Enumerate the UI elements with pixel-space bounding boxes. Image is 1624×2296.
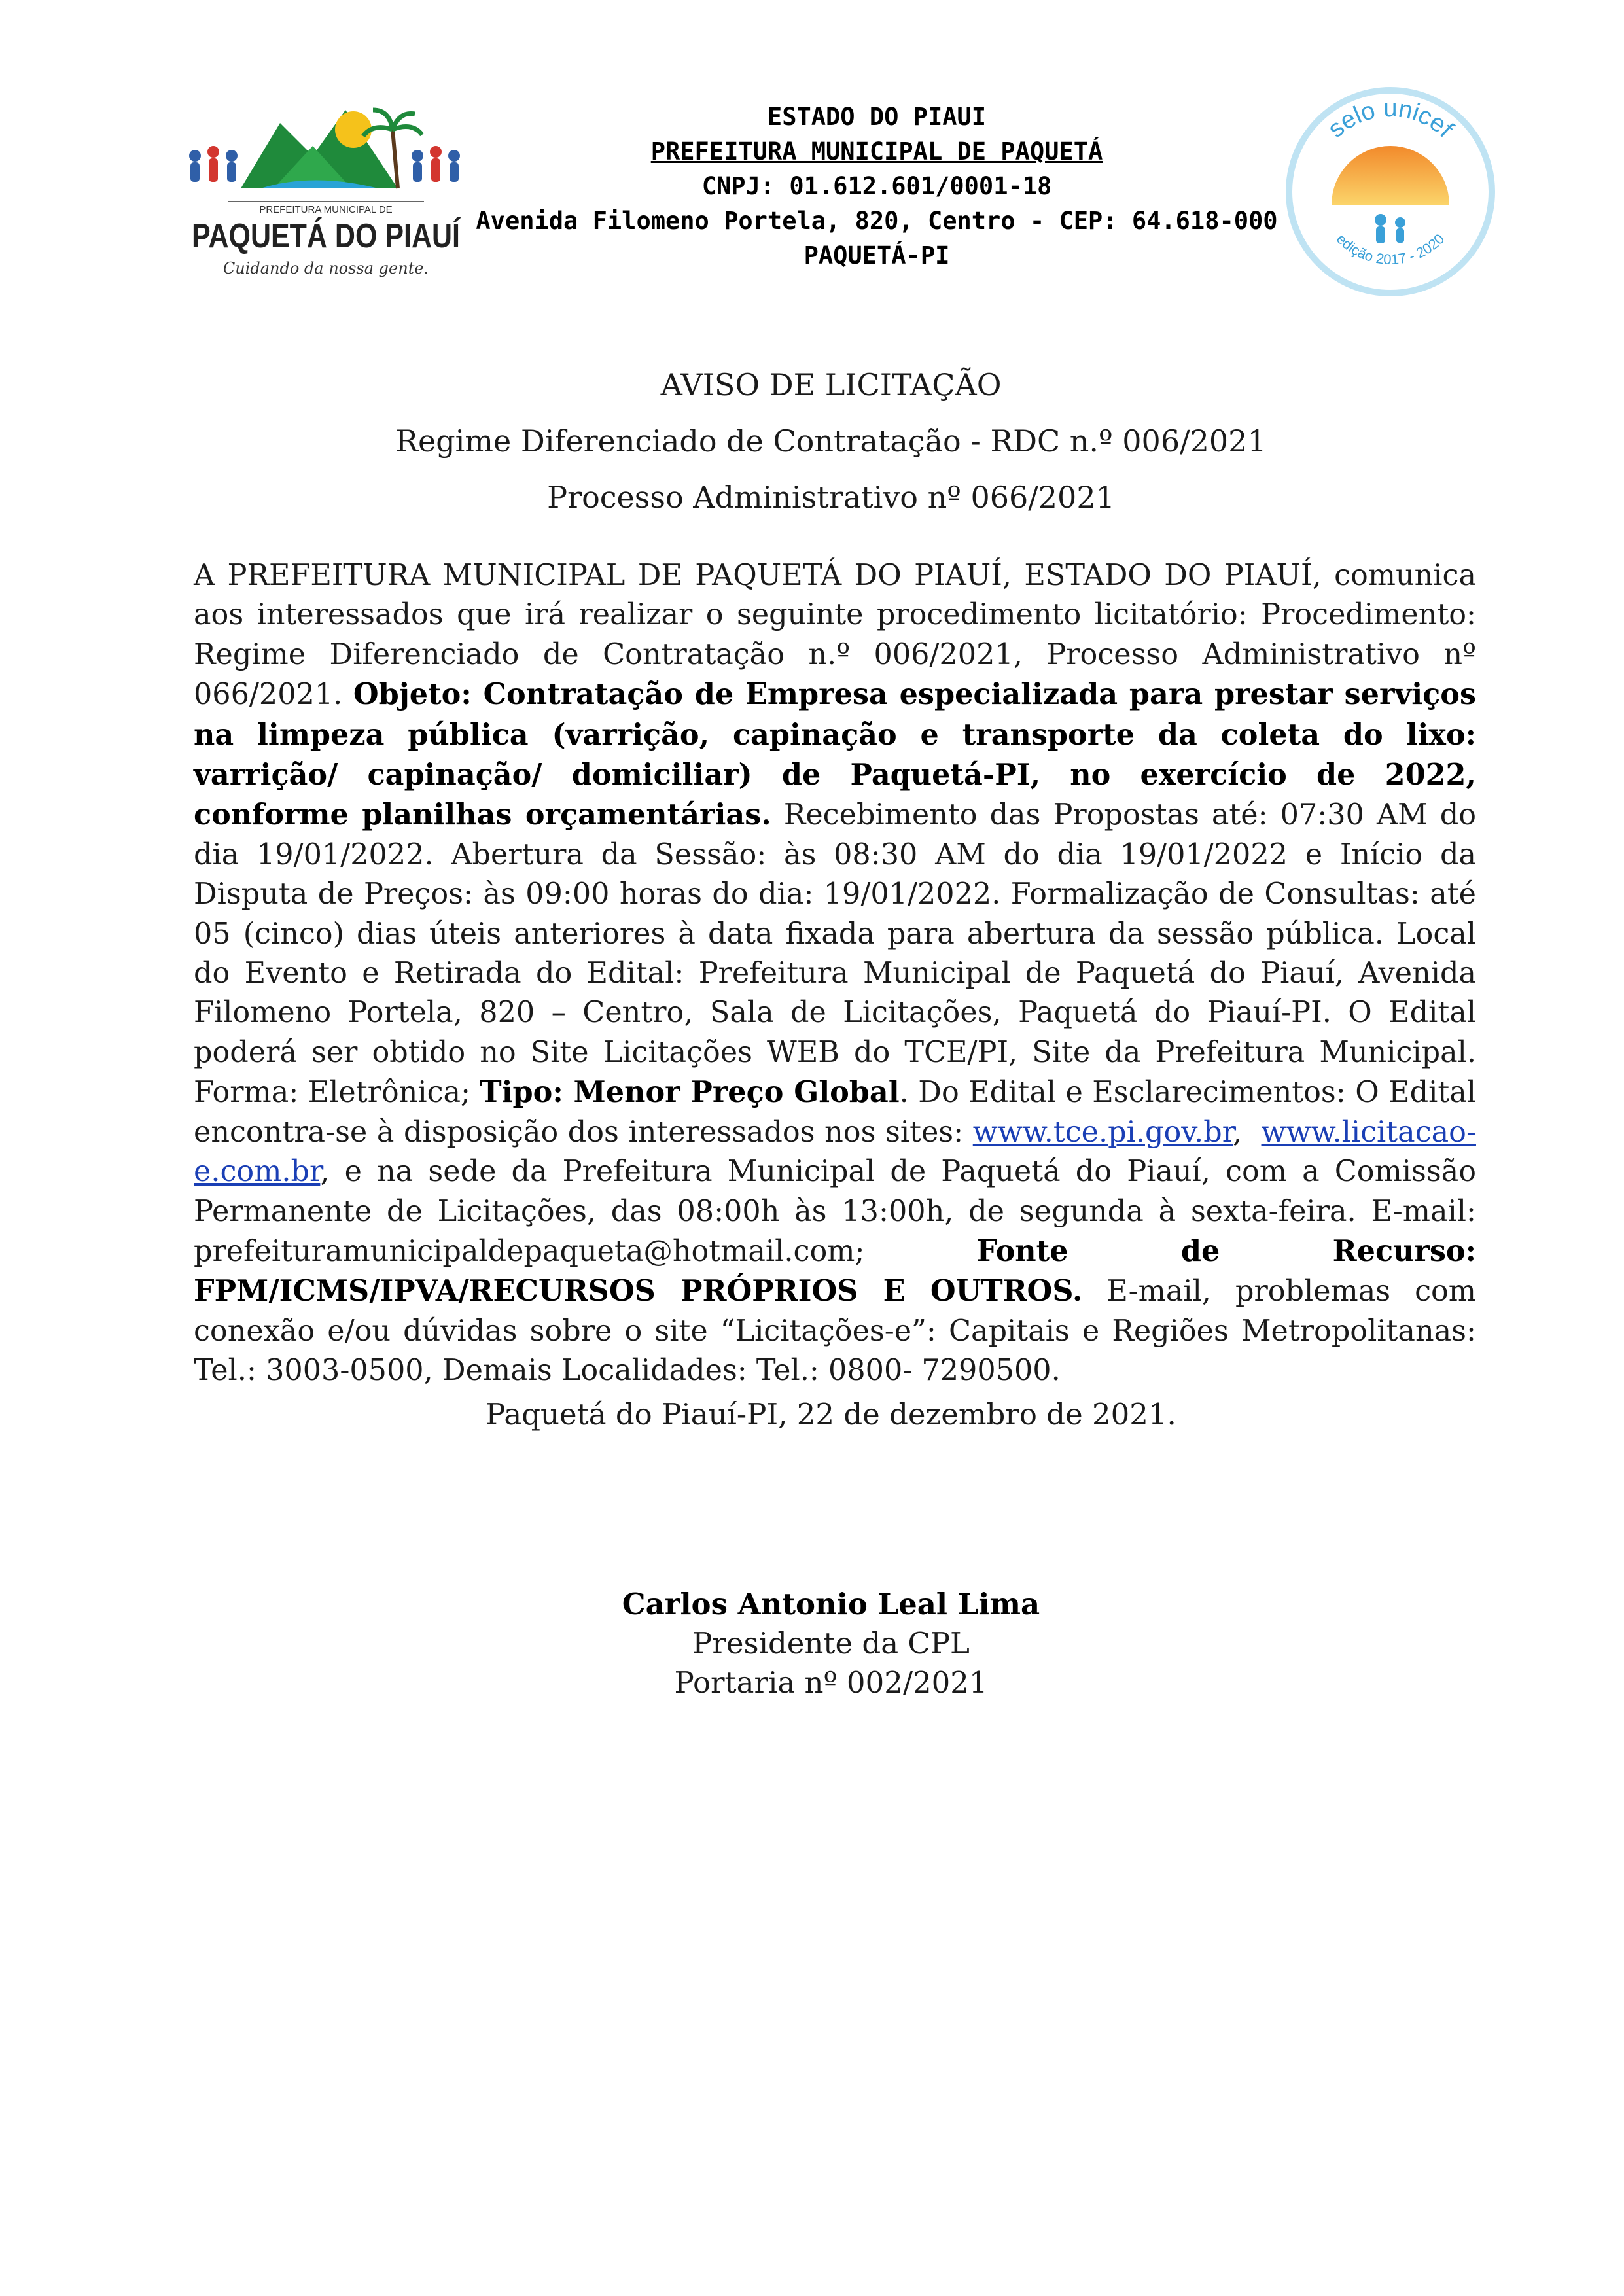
unicef-seal-bottom-text: edição 2017 - 2020 bbox=[1333, 230, 1448, 268]
link-licitacao-e[interactable]: www.licitacao-e.com.br bbox=[194, 1115, 1476, 1189]
body-fonte: Fonte de Recurso: FPM/ICMS/IPVA/RECURSOS PRÓPRIOS E OUTROS. bbox=[194, 1233, 1476, 1309]
notice-title: AVISO DE LICITAÇÃO bbox=[660, 367, 1002, 402]
signature-block bbox=[183, 1585, 1479, 1703]
header-address: Avenida Filomeno Portela, 820, Centro - CEP: 64.618-000 bbox=[476, 207, 1278, 235]
regime-title: Regime Diferenciado de Contratação - RDC n.º 006/2021 bbox=[395, 423, 1267, 459]
header-prefecture: PREFEITURA MUNICIPAL DE PAQUETÁ bbox=[650, 137, 1103, 166]
paqueta-logo bbox=[182, 84, 470, 300]
letterhead bbox=[471, 99, 1282, 273]
date-line: Paquetá do Piauí-PI, 22 de dezembro de 2021. bbox=[485, 1397, 1176, 1432]
header-cnpj: CNPJ: 01.612.601/0001-18 bbox=[701, 172, 1052, 200]
notice-body: A PREFEITURA MUNICIPAL DE PAQUETÁ DO PIAUÍ, ESTADO DO PIAUÍ, comunica aos interessados que irá realizar o seguinte procedimento licitatório: Procedimento: Regime Diferenciado de Contratação n.º 006/2021, Processo Administrativo nº 066/2021. Objeto: Contratação de Empresa especializada para prestar serviços na limpeza pública (varrição, capinação e transporte da coleta do lixo: varrição/ capinação/ domiciliar) de Paquetá-PI, no exercício de 2022, conforme planilhas orçamentárias. Recebimento das Propostas até: 07:30 AM do dia 19/01/2022. Abertura da Sessão: às 08:30 AM do dia 19/01/2022 e Início da Disputa de Preços: às 09:00 horas do dia: 19/01/2022. Formalização de Consultas: até 05 (cinco) dias úteis anteriores à data fixada para abertura da sessão pública. Local do Evento e Retirada do Edital: Prefeitura Municipal de Paquetá do Piauí, Avenida Filomeno Portela, 820 – Centro, Sala de Licitações, Paquetá do Piauí-PI. O Edital poderá ser obtido no Site Licitações WEB do TCE/PI, Site da Prefeitura Municipal. Forma: Eletrônica; Tipo: Menor Preço Global. Do Edital e Esclarecimentos: O Edital encontra-se à disposição dos interessados nos sites: www.tce.pi.gov.br, www.licitacao-e.com.br, e na sede da Prefeitura Municipal de Paquetá do Piauí, com a Comissão Permanente de Licitações, das 08:00h às 13:00h, de segunda à sexta-feira. E-mail: prefeituramunicipaldepaqueta@hotmail.com; Fonte de Recurso: FPM/ICMS/IPVA/RECURSOS PRÓPRIOS E OUTROS. E-mail, problemas com conexão e/ou dúvidas sobre o site “Licitações-e”: Capitais e Regiões Metropolitanas: Tel.: 3003-0500, Demais Localidades: Tel.: 0800- 7290500. bbox=[194, 559, 1476, 1388]
body-sede: , e na sede da Prefeitura Municipal de Paquetá do Piauí, com a Comissão Permanente de Licitações, das 08:00h às 13:00h, de segunda à sexta-feira. E-mail: prefeituramunicipaldepaqueta@hotmail.com; bbox=[194, 1155, 1476, 1268]
link-tce[interactable]: www.tce.pi.gov.br bbox=[972, 1115, 1233, 1149]
signatory-ordinance: Portaria nº 002/2021 bbox=[674, 1665, 988, 1700]
logo-small-caption: PREFEITURA MUNICIPAL DE bbox=[259, 204, 393, 215]
header-state: ESTADO DO PIAUI bbox=[767, 103, 987, 131]
logo-slogan: Cuidando da nossa gente. bbox=[222, 259, 429, 277]
logo-name: PAQUETÁ DO PIAUÍ bbox=[192, 217, 461, 255]
signatory-name: Carlos Antonio Leal Lima bbox=[622, 1587, 1040, 1621]
body-tipo: Tipo: Menor Preço Global bbox=[480, 1075, 900, 1110]
process-title: Processo Administrativo nº 066/2021 bbox=[547, 480, 1115, 515]
body-edital-intro: . Do Edital e Esclarecimentos: O Edital encontra-se à disposição dos interessados nos sites: bbox=[194, 1076, 1476, 1149]
unicef-seal-logo bbox=[1282, 84, 1498, 300]
body-schedule: Recebimento das Propostas até: 07:30 AM do dia 19/01/2022. Abertura da Sessão: às 08:30 AM do dia 19/01/2022 e Início da Disputa de Preços: às 09:00 horas do dia: 19/01/2022. Formalização de Consultas: até 05 (cinco) dias úteis anteriores à data fixada para abertura da sessão pública. Local do Evento e Retirada do Edital: Prefeitura Municipal de Paquetá do Piauí, Avenida Filomeno Portela, 820 – Centro, Sala de Licitações, Paquetá do Piauí-PI. O Edital poderá ser obtido no Site Licitações WEB do TCE/PI, Site da Prefeitura Municipal. Forma: Eletrônica; bbox=[194, 798, 1476, 1110]
body-intro: A PREFEITURA MUNICIPAL DE PAQUETÁ DO PIAUÍ, ESTADO DO PIAUÍ, comunica aos interessados que irá realizar o seguinte procedimento licitatório: Procedimento: Regime Diferenciado de Contratação n.º 006/2021, Processo Administrativo nº 066/2021. bbox=[194, 559, 1476, 712]
signatory-role: Presidente da CPL bbox=[692, 1626, 970, 1661]
header-city: PAQUETÁ-PI bbox=[803, 241, 950, 270]
unicef-seal-top-text: selo unicef bbox=[1322, 95, 1459, 143]
body-objeto: Objeto: Contratação de Empresa especializada para prestar serviços na limpeza pública (varrição, capinação e transporte da coleta do lixo: varrição/ capinação/ domiciliar) de Paquetá-PI, no exercício de 2022, conforme planilhas orçamentárias. bbox=[194, 677, 1476, 832]
notice-titles bbox=[183, 357, 1479, 525]
body-contact: E-mail, problemas com conexão e/ou dúvidas sobre o site “Licitações-e”: Capitais e Regiões Metropolitanas: Tel.: 3003-0500, Demais Localidades: Tel.: 0800- 7290500. bbox=[194, 1275, 1476, 1388]
